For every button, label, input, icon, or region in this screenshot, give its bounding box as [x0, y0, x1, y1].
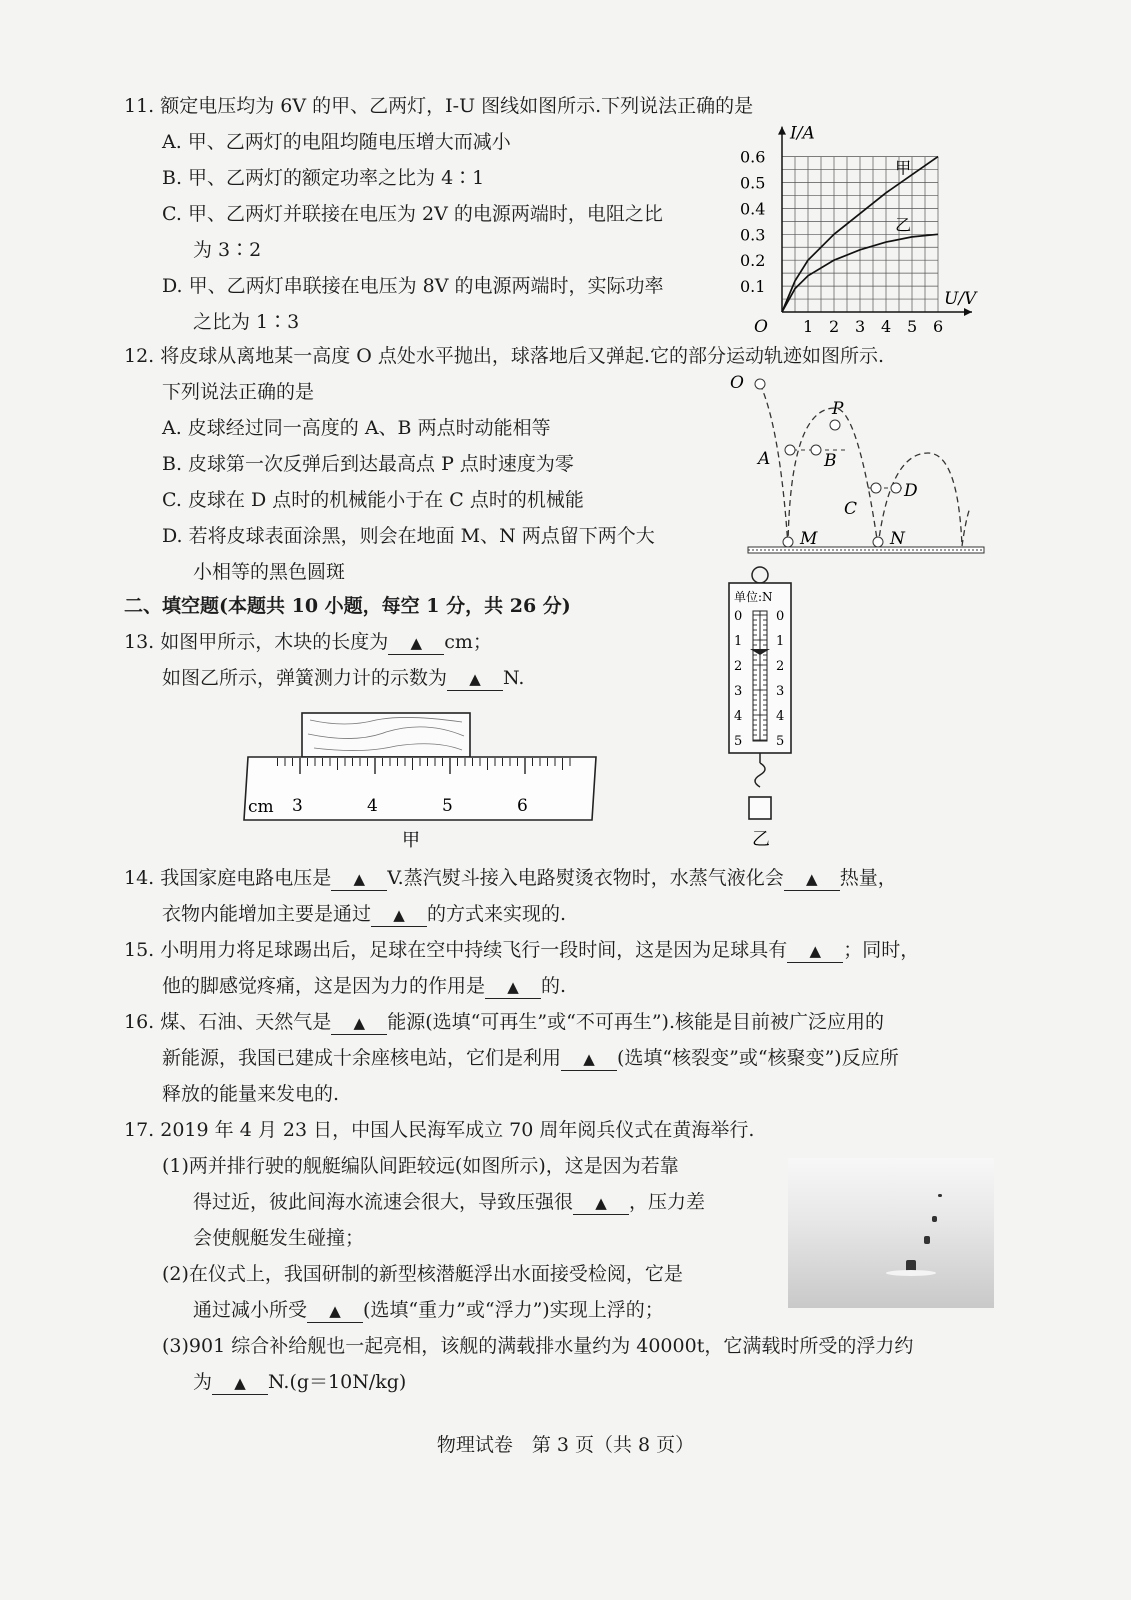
x-axis-arrow: [964, 308, 972, 316]
q12-option-b: B. 皮球第一次反弹后到达最高点 P 点时速度为零: [162, 453, 574, 475]
q17-sub-1-line-3: 会使舰艇发生碰撞；: [193, 1227, 365, 1249]
y-axis-arrow: [778, 127, 786, 135]
page-footer: 物理试卷 第 3 页（共 8 页）: [436, 1434, 695, 1456]
point-o-ball: [755, 379, 765, 389]
q15-line-1: 15. 小明用力将足球踢出后，足球在空中持续飞行一段时间，这是因为足球具有 ▲ ；同时，: [124, 939, 920, 961]
trajectory-figure: [730, 368, 992, 568]
scale-number-left: 2: [734, 659, 743, 674]
scale-number-right: 2: [776, 659, 785, 674]
ship-far: [932, 1216, 937, 1222]
q17-sub-2-line-1: (2)在仪式上，我国研制的新型核潜艇浮出水面接受检阅，它是: [162, 1263, 683, 1285]
q16-line-3: 释放的能量来发电的.: [162, 1083, 340, 1105]
q11-option-a: A. 甲、乙两灯的电阻均随电压增大而减小: [162, 131, 511, 153]
label-o: O: [730, 373, 744, 393]
q16-line-1: 16. 煤、石油、天然气是 ▲ 能源(选填“可再生”或“不可再生”).核能是目前被广泛应用的: [124, 1011, 884, 1033]
ruler-figure: [236, 710, 602, 854]
q15-line-2: 他的脚感觉疼痛，这是因为力的作用是 ▲ 的.: [162, 975, 567, 997]
q13-line-2: 如图乙所示，弹簧测力计的示数为 ▲ N.: [162, 667, 525, 689]
x-axis-label: U/V: [944, 289, 977, 309]
q11-stem: 11. 额定电压均为 6V 的甲、乙两灯，I-U 图线如图所示.下列说法正确的是: [124, 95, 754, 117]
x-tick-label: 5: [907, 317, 918, 336]
y-tick-label: 0.6: [740, 147, 766, 167]
q13-blank-2: ▲: [447, 667, 503, 691]
series-label-2: 乙: [895, 215, 912, 235]
q14-blank-3: ▲: [371, 903, 427, 927]
ruler-num-5: 5: [442, 796, 453, 816]
scale-number-right: 4: [776, 709, 785, 724]
scale-number-right: 3: [776, 684, 785, 699]
naval-fleet-photo: [788, 1158, 994, 1308]
x-tick-label: 4: [881, 317, 892, 336]
ship-distant: [938, 1194, 942, 1197]
ruler-num-3: 3: [292, 796, 303, 816]
point-a-ball: [785, 445, 795, 455]
x-tick-label: 2: [829, 317, 840, 336]
y-tick-label: 0.4: [740, 199, 766, 219]
scale-number-left: 5: [734, 734, 743, 749]
scale-number-left: 1: [734, 634, 743, 649]
q11-option-c: C. 甲、乙两灯并联接在电压为 2V 的电源两端时，电阻之比: [162, 203, 663, 225]
hanging-weight: [749, 797, 771, 819]
x-tick-label: 1: [803, 317, 814, 336]
scale-number-left: 4: [734, 709, 743, 724]
ruler-unit: cm: [248, 797, 274, 817]
chart-grid: [782, 157, 938, 312]
q14-line-2: 衣物内能增加主要是通过 ▲ 的方式来实现的.: [162, 903, 567, 925]
q17-stem: 17. 2019 年 4 月 23 日，中国人民海军成立 70 周年阅兵仪式在黄海举行.: [124, 1119, 755, 1141]
point-c-ball: [871, 483, 881, 493]
section-2-heading: 二、填空题(本题共 10 小题，每空 1 分，共 26 分): [124, 595, 571, 617]
y-tick-label: 0.1: [740, 277, 766, 297]
q17-sub-1-line-1: (1)两并排行驶的舰艇编队间距较远(如图所示)，这是因为若靠: [162, 1155, 679, 1177]
iu-chart: [738, 116, 988, 338]
label-p: P: [832, 399, 844, 419]
label-m: M: [800, 529, 818, 549]
q15-blank-2: ▲: [485, 975, 541, 999]
point-p-ball: [830, 420, 840, 430]
label-b: B: [824, 451, 837, 471]
y-tick-label: 0.2: [740, 251, 766, 271]
label-c: C: [844, 499, 858, 519]
q17-sub-1-line-2: 得过近，彼此间海水流速会很大，导致压强很 ▲ ，压力差: [193, 1191, 706, 1213]
q17-sub-3-line-2: 为 ▲ N.(g＝10N/kg): [193, 1371, 407, 1393]
scale-number-left: 0: [734, 609, 743, 624]
q13-line-1: 13. 如图甲所示，木块的长度为 ▲ cm；: [124, 631, 492, 653]
point-b-ball: [811, 445, 821, 455]
q14-blank-1: ▲: [331, 867, 387, 891]
scale-number-right: 0: [776, 609, 785, 624]
y-axis-label: I/A: [790, 123, 815, 144]
q17-blank-1: ▲: [573, 1191, 629, 1215]
figure-label-jia: 甲: [402, 830, 420, 851]
q12-option-a: A. 皮球经过同一高度的 A、B 两点时动能相等: [162, 417, 551, 439]
figure-label-yi: 乙: [752, 829, 770, 850]
point-d-ball: [891, 483, 901, 493]
q13-blank-1: ▲: [388, 631, 444, 655]
series-label-1: 甲: [895, 158, 912, 178]
q11-option-d-cont: 之比为 1∶3: [193, 311, 300, 333]
q17-sub-3-line-1: (3)901 综合补给舰也一起亮相，该舰的满载排水量约为 40000t，它满载时所受的浮力约: [162, 1335, 914, 1357]
chart-labels: [740, 124, 978, 337]
y-tick-label: 0.5: [740, 173, 766, 193]
q11-option-d: D. 甲、乙两灯串联接在电压为 8V 的电源两端时，实际功率: [162, 275, 664, 297]
q11-option-c-cont: 为 3∶2: [193, 239, 262, 261]
scale-number-right: 1: [776, 634, 785, 649]
x-tick-label: 3: [855, 317, 866, 336]
origin-label: O: [754, 317, 768, 337]
q11-option-b: B. 甲、乙两灯的额定功率之比为 4∶1: [162, 167, 485, 189]
ruler-num-6: 6: [517, 796, 528, 816]
q16-blank-1: ▲: [331, 1011, 387, 1035]
point-n-ball: [873, 537, 883, 547]
x-tick-label: 6: [933, 317, 944, 336]
q16-line-2: 新能源，我国已建成十余座核电站，它们是利用 ▲ (选填“核裂变”或“核聚变”)反应所: [162, 1047, 899, 1069]
label-n: N: [890, 529, 905, 549]
spring-scale-figure: [722, 565, 798, 855]
q17-sub-2-line-2: 通过减小所受 ▲ (选填“重力”或“浮力”)实现上浮的；: [193, 1299, 664, 1321]
scale-number-left: 3: [734, 684, 743, 699]
q16-blank-2: ▲: [561, 1047, 617, 1071]
q12-option-d-cont: 小相等的黑色圆斑: [193, 561, 346, 583]
ship-mid: [924, 1236, 930, 1244]
q12-option-c: C. 皮球在 D 点时的机械能小于在 C 点时的机械能: [162, 489, 584, 511]
q17-blank-3: ▲: [212, 1371, 268, 1395]
label-a: A: [758, 449, 771, 469]
q15-blank-1: ▲: [787, 939, 843, 963]
q12-option-d: D. 若将皮球表面涂黑，则会在地面 M、N 两点留下两个大: [162, 525, 655, 547]
q14-blank-2: ▲: [784, 867, 840, 891]
scale-unit: 单位:N: [734, 590, 773, 604]
q12-stem-cont: 下列说法正确的是: [162, 381, 315, 403]
y-tick-label: 0.3: [740, 225, 766, 245]
q14-line-1: 14. 我国家庭电路电压是 ▲ V.蒸汽熨斗接入电路熨烫衣物时，水蒸气液化会 ▲ 热量，: [124, 867, 897, 889]
trajectory-segment-4: [962, 508, 970, 546]
q17-blank-2: ▲: [307, 1299, 363, 1323]
point-m-ball: [783, 537, 793, 547]
label-d: D: [904, 481, 918, 501]
q12-stem: 12. 将皮球从离地某一高度 O 点处水平抛出，球落地后又弹起.它的部分运动轨迹如图所示.: [124, 345, 884, 367]
ruler-num-4: 4: [367, 796, 378, 816]
scale-number-right: 5: [776, 734, 785, 749]
